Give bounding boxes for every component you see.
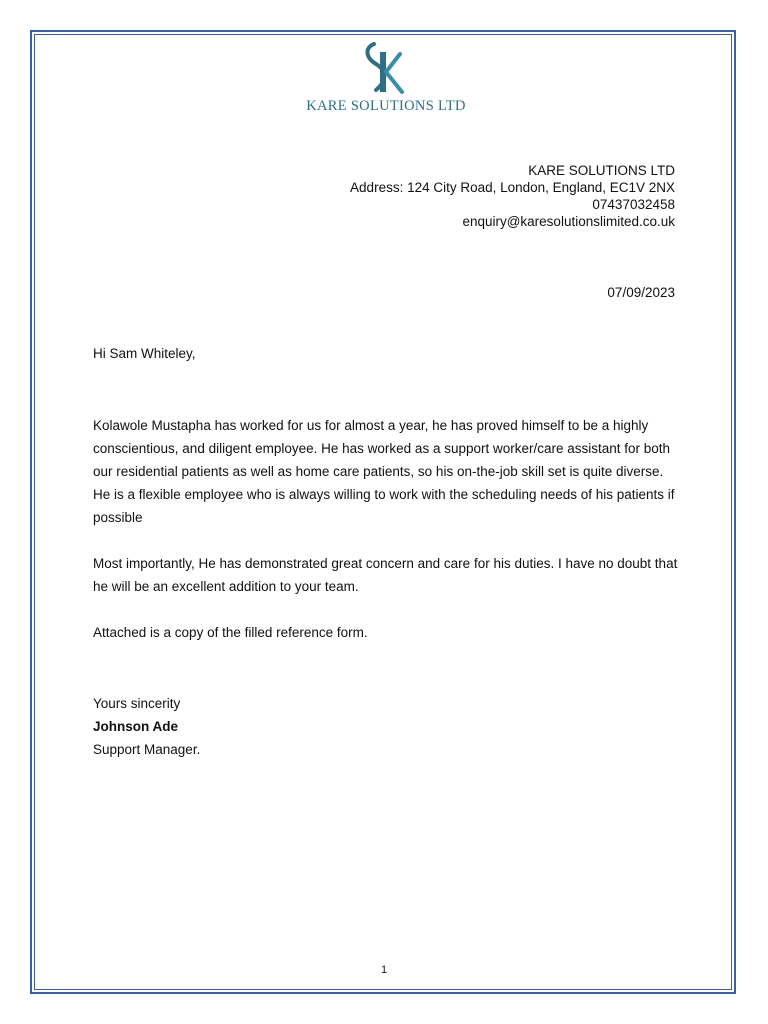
sender-company: KARE SOLUTIONS LTD (528, 163, 675, 178)
sender-address: Address: 124 City Road, London, England, EC1V 2NX (350, 180, 675, 195)
page-number: 1 (380, 964, 388, 976)
greeting: Hi Sam Whiteley, (93, 346, 196, 361)
letter-date: 07/09/2023 (607, 285, 675, 300)
sender-email: enquiry@karesolutionslimited.co.uk (462, 214, 675, 229)
body-paragraph: Attached is a copy of the filled reference form. (93, 625, 368, 640)
logo-text: KARE SOLUTIONS LTD (306, 98, 466, 114)
k-swoosh-logo-icon (346, 40, 426, 98)
body-paragraph: Most importantly, He has demonstrated great concern and care for his duties. I have no doubt that he will be an excellent addition to your team. (93, 556, 678, 594)
company-logo (286, 40, 486, 120)
letter-body (93, 414, 683, 667)
sender-phone: 07437032458 (592, 197, 675, 212)
signatory-name: Johnson Ade (93, 719, 179, 734)
valediction: Yours sincerity (93, 696, 181, 711)
closing-block (93, 692, 200, 761)
body-paragraph: Kolawole Mustapha has worked for us for almost a year, he has proved himself to be a highly conscientious, and diligent employee. He has worked as a support worker/care assistant for both our residential patients as well as home care patients, so his on-the-job skill set is quite diverse. He is a flexible employee who is always willing to work with the scheduling needs of his patients if possible (93, 418, 675, 525)
signatory-title: Support Manager. (93, 742, 201, 757)
sender-block (350, 162, 675, 230)
